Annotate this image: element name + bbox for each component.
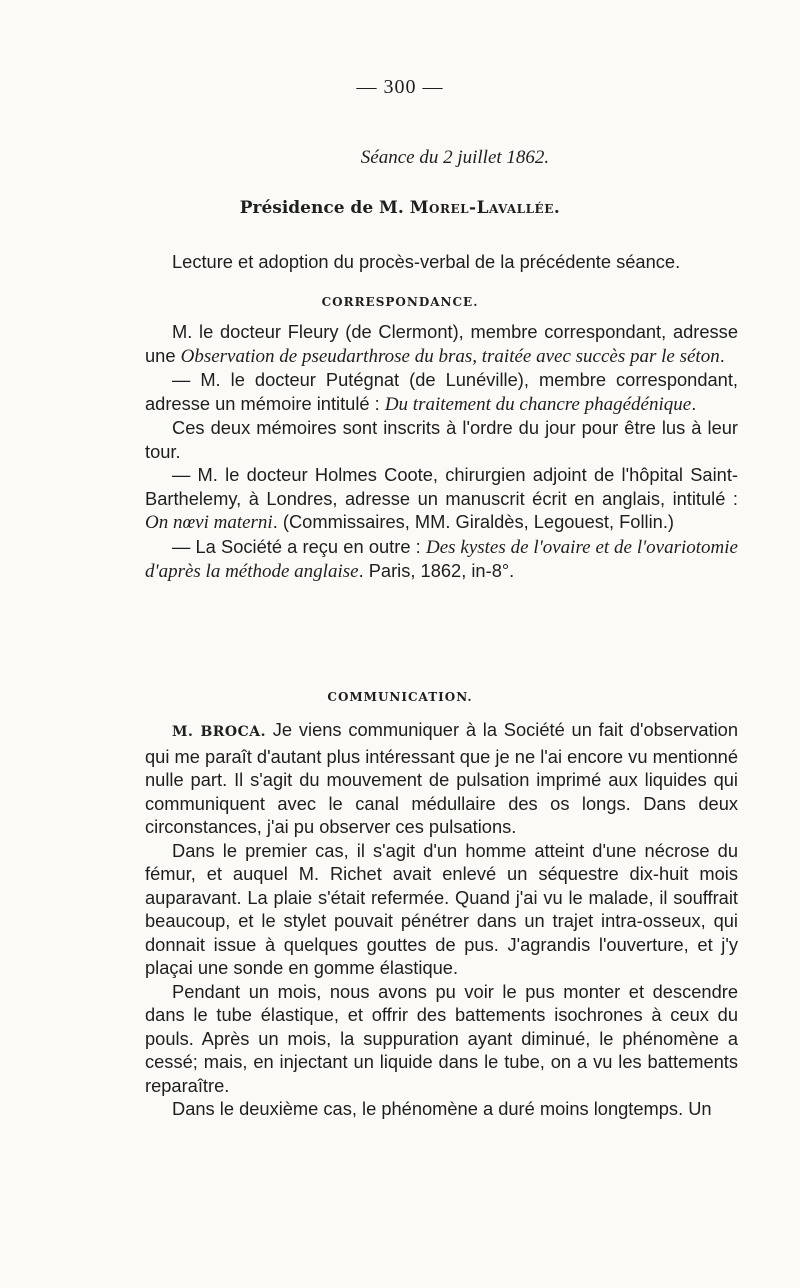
session-date: Séance du 2 juillet 1862. <box>360 147 550 168</box>
communication-paragraph-3: Pendant un mois, nous avons pu voir le pus monter et descendre dans le tube élastique, et offrir des battements isochrones à ceux du pouls. Après un mois, la suppuration ayant diminué, le phénomène a cessé; mais, en injectant un liquide dans le tube, on a vu les battements reparaître. <box>145 980 738 1096</box>
communication-heading: COMMUNICATION. <box>327 690 473 704</box>
president-name: Morel-Lavallée. <box>409 198 561 218</box>
correspondance-paragraph-4 <box>145 463 738 535</box>
communication-paragraph-2: Dans le premier cas, il s'agit d'un homme atteint d'une nécrose du fémur, et auquel M. Richet avait enlevé un séquestre dix-huit mois auparavant. La plaie s'était refermée. Quand j'ai vu le malade, il souffrait beaucoup, et le stylet pouvait pénétrer dans un trajet intra-osseux, qui donnait issue à quelques gouttes de pus. J'agrandis l'ouverture, et j'y plaçai une sonde en gomme élastique. <box>145 839 738 978</box>
paragraph-text: — M. le docteur Holmes Coote, chirurgien adjoint de l'hôpital Saint-Barthelemy, à Londres, adresse un manuscrit écrit en anglais, intitulé : <box>145 464 738 509</box>
correspondance-paragraph-3: Ces deux mémoires sont inscrits à l'ordre du jour pour être lus à leur tour. <box>145 417 738 462</box>
presidency-prefix: Présidence de M. <box>239 198 410 218</box>
work-title: On nœvi materni <box>145 512 273 533</box>
correspondance-heading: CORRESPONDANCE. <box>321 295 479 309</box>
communication-paragraph-4: Dans le deuxième cas, le phénomène a duré moins longtemps. Un <box>172 1098 712 1119</box>
correspondance-paragraph-1 <box>145 320 738 368</box>
correspondance-paragraph-5 <box>145 535 738 584</box>
paragraph-text: — M. le docteur Putégnat (de Lunéville), membre correspondant, adresse un mémoire intitulé : <box>145 369 738 414</box>
page-number: — 300 — <box>356 76 444 98</box>
work-title: Observation de pseudarthrose du bras, traitée avec succès par le séton <box>180 345 720 367</box>
communication-section <box>145 718 738 1121</box>
paragraph-text: . <box>691 392 697 414</box>
speaker-name: M. BROCA. <box>172 724 266 740</box>
correspondance-section <box>145 320 738 584</box>
communication-paragraph-1 <box>145 718 738 839</box>
lecture-paragraph: Lecture et adoption du procès-verbal de la précédente séance. <box>172 251 681 272</box>
paragraph-text: — La Société a reçu en outre : <box>172 535 426 557</box>
paragraph-text: M. le docteur Fleury (de Clermont), membre correspondant, adresse une <box>145 321 738 366</box>
paragraph-text: . (Commissaires, MM. Giraldès, Legouest, Follin.) <box>272 511 674 532</box>
work-title: Des kystes de l'ovaire et de l'ovariotomie d'après la méthode anglaise <box>145 536 738 582</box>
paragraph-text: . <box>719 344 725 366</box>
minutes-adoption <box>145 250 738 274</box>
correspondance-paragraph-2 <box>145 368 738 416</box>
paragraph-text: Je viens communiquer à la Société un fait d'observation qui me paraît d'autant plus intéressant que je ne l'ai encore vu mentionné nulle part. Il s'agit du mouvement de pulsation imprimé aux liquides qui communiquent avec le canal médullaire des os longs. Dans deux circonstances, j'ai pu observer ces pulsations. <box>145 719 738 837</box>
presidency-line <box>0 198 800 218</box>
paragraph-text: . Paris, 1862, in-8°. <box>358 560 515 581</box>
work-title: Du traitement du chancre phagédénique <box>384 393 692 415</box>
